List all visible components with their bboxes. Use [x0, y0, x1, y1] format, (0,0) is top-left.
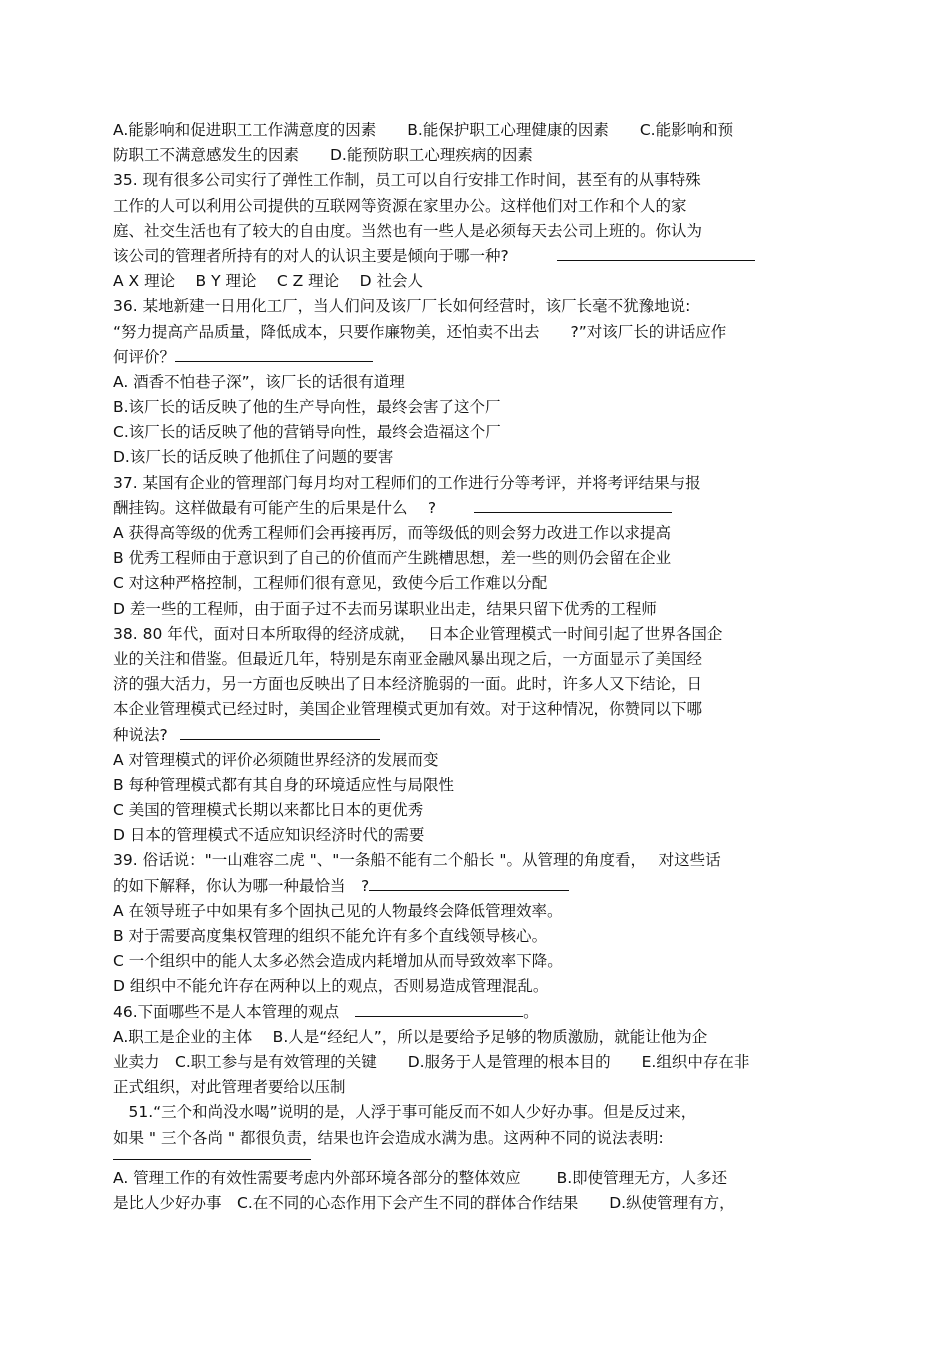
- option-line: B 优秀工程师由于意识到了自己的价值而产生跳槽思想，差一些的则仍会留在企业: [113, 549, 672, 568]
- option-line: B 每种管理模式都有其自身的环境适应性与局限性: [113, 775, 455, 794]
- option-line: A. 酒香不怕巷子深”，该厂长的话很有道理: [113, 372, 405, 391]
- question-text: 何评价？: [113, 345, 835, 370]
- answer-blank[interactable]: [175, 346, 373, 362]
- option-line: A.职工是企业的主体 B.人是“经纪人”，所以是要给予足够的物质激励，就能让他为企: [113, 1027, 708, 1046]
- option-line: C 一个组织中的能人太多必然会造成内耗增加从而导致效率下降。: [113, 952, 563, 971]
- option-line: C 对这种严格控制，工程师们很有意见，致使今后工作难以分配: [113, 574, 548, 593]
- option-line: A 对管理模式的评价必须随世界经济的发展而变: [113, 750, 439, 769]
- question-35: 35. 现有很多公司实行了弹性工作制，员工可以自行安排工作时间，甚至有的从事特殊: [113, 171, 701, 190]
- answer-blank[interactable]: [474, 497, 672, 513]
- option-line: 是比人少好办事 C.在不同的心态作用下会产生不同的群体合作结果 D.纵使管理有方，: [113, 1193, 735, 1212]
- answer-blank[interactable]: [557, 245, 755, 261]
- question-text: 庭、社交生活也有了较大的自由度。当然也有一些人是必须每天去公司上班的。你认为: [113, 221, 703, 240]
- answer-blank[interactable]: [355, 1001, 523, 1017]
- option-line: D 差一些的工程师，由于面子过不去而另谋职业出走，结果只留下优秀的工程师: [113, 599, 657, 618]
- answer-blank[interactable]: [113, 1159, 311, 1160]
- question-text: 如果 " 三个各尚 " 都很负责，结果也许会造成水满为患。这两种不同的说法表明:: [113, 1128, 664, 1147]
- option-line: A 在领导班子中如果有多个固执己见的人物最终会降低管理效率。: [113, 901, 563, 920]
- question-text: 业的关注和借鉴。但最近几年，特别是东南亚金融风暴出现之后，一方面显示了美国经: [113, 649, 703, 668]
- question-38: 38. 80 年代，面对日本所取得的经济成就， 日本企业管理模式一时间引起了世界各国企: [113, 624, 723, 643]
- option-line: D 组织中不能允许存在两种以上的观点，否则易造成管理混乱。: [113, 977, 549, 996]
- option-line: C.该厂长的话反映了他的营销导向性，最终会造福这个厂: [113, 423, 501, 442]
- answer-blank[interactable]: [180, 724, 380, 740]
- option-line: C 美国的管理模式长期以来都比日本的更优秀: [113, 801, 424, 820]
- question-text: 济的强大活力，另一方面也反映出了日本经济脆弱的一面。此时，许多人又下结论，日: [113, 675, 703, 694]
- option-line: D 日本的管理模式不适应知识经济时代的需要: [113, 826, 425, 845]
- question-text: “努力提高产品质量，降低成本，只要作廉物美，还怕卖不出去 ?”对该厂长的讲话应作: [113, 322, 727, 341]
- answer-blank[interactable]: [369, 875, 569, 891]
- option-line: A. 管理工作的有效性需要考虑内外部环境各部分的整体效应 B.即使管理无方，人多还: [113, 1168, 728, 1187]
- question-text: 该公司的管理者所持有的对人的认识主要是倾向于哪一种?: [113, 244, 835, 269]
- question-text: 的如下解释，你认为哪一种最恰当 ?: [113, 874, 835, 899]
- option-line: A X 理论 B Y 理论 C Z 理论 D 社会人: [113, 272, 423, 291]
- document-page: [113, 118, 835, 1216]
- question-text: 本企业管理模式已经过时，美国企业管理模式更加有效。对于这种情况，你赞同以下哪: [113, 700, 703, 719]
- option-line: B.该厂长的话反映了他的生产导向性，最终会害了这个厂: [113, 398, 501, 417]
- option-line: 防职工不满意感发生的因素 D.能预防职工心理疾病的因素: [113, 146, 533, 165]
- option-line: A 获得高等级的优秀工程师们会再接再厉，而等级低的则会努力改进工作以求提高: [113, 524, 672, 542]
- option-line: 正式组织，对此管理者要给以压制: [113, 1078, 346, 1097]
- question-39: 39. 俗话说："一山难容二虎 "、"一条船不能有二个船长 "。从管理的角度看， 对这些话: [113, 851, 721, 870]
- question-text: 酬挂钩。这样做最有可能产生的后果是什么 ?: [113, 496, 835, 521]
- question-51: 51.“三个和尚没水喝”说明的是，人浮于事可能反而不如人少好办事。但是反过来，: [113, 1103, 697, 1122]
- question-36: 36. 某地新建一日用化工厂，当人们问及该厂厂长如何经营时，该厂长毫不犹豫地说:: [113, 297, 691, 316]
- question-text: 工作的人可以利用公司提供的互联网等资源在家里办公。这样他们对工作和个人的家: [113, 196, 687, 215]
- option-line: B 对于需要高度集权管理的组织不能允许有多个直线领导核心。: [113, 927, 548, 945]
- option-line: D.该厂长的话反映了他抓住了问题的要害: [113, 448, 394, 467]
- question-37: 37. 某国有企业的管理部门每月均对工程师们的工作进行分等考评，并将考评结果与报: [113, 473, 701, 492]
- question-46: 46.下面哪些不是人本管理的观点 。: [113, 1002, 539, 1021]
- option-line: 业卖力 C.职工参与是有效管理的关键 D.服务于人是管理的根本目的 E.组织中存在非: [113, 1052, 750, 1071]
- question-text: 种说法?: [113, 723, 835, 748]
- option-line: A.能影响和促进职工工作满意度的因素 B.能保护职工心理健康的因素 C.能影响和预: [113, 121, 734, 139]
